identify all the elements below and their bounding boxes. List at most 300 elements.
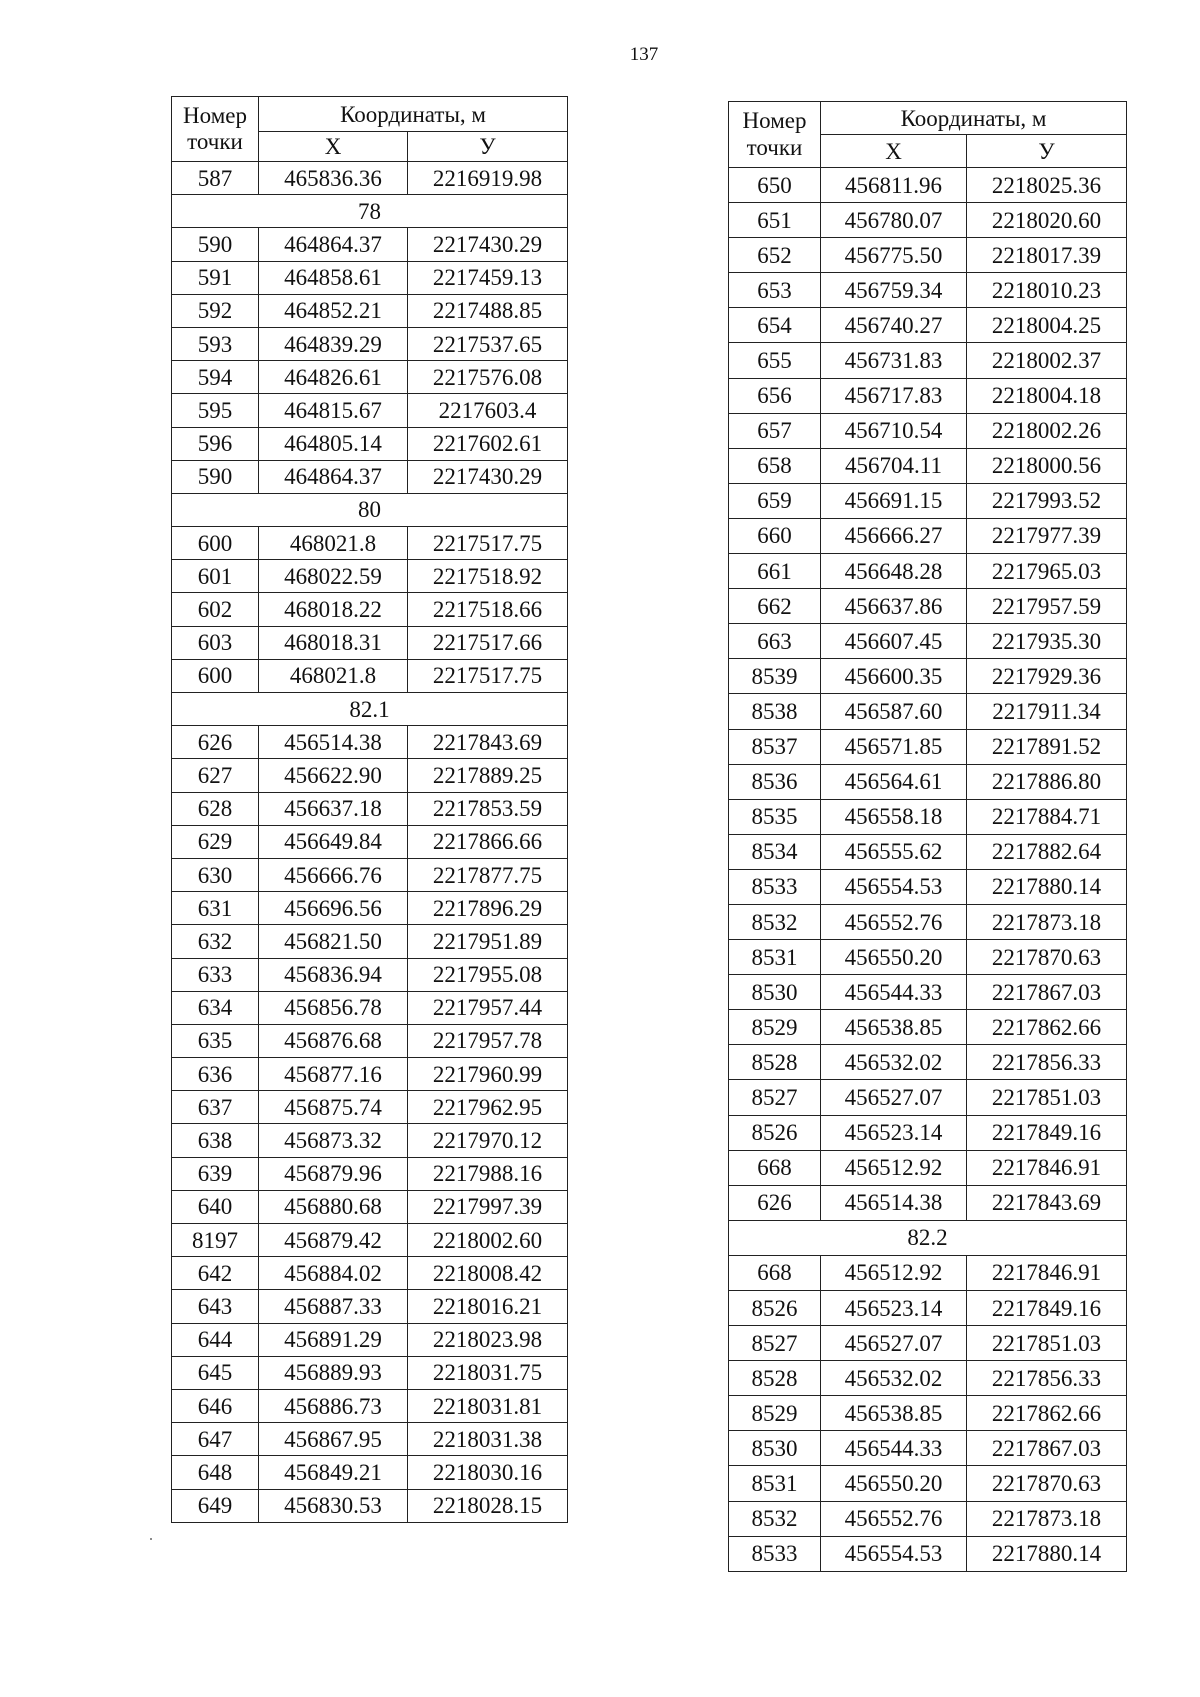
- x-coordinate-cell: 456880.68: [259, 1190, 408, 1223]
- x-coordinate-cell: 464864.37: [259, 460, 408, 493]
- x-coordinate-cell: 456550.20: [821, 1466, 967, 1501]
- point-number-cell: 593: [172, 327, 259, 360]
- table-row: [172, 1190, 568, 1223]
- x-coordinate-cell: 456552.76: [821, 1501, 967, 1536]
- point-number-cell: 8197: [172, 1224, 259, 1257]
- table-row: [729, 1255, 1127, 1290]
- x-coordinate-cell: 464815.67: [259, 394, 408, 427]
- section-label: 82.2: [729, 1220, 1127, 1255]
- table-body-right: [729, 168, 1127, 1572]
- y-coordinate-cell: 2217889.25: [408, 759, 568, 792]
- y-coordinate-cell: 2217853.59: [408, 792, 568, 825]
- x-coordinate-cell: 456514.38: [259, 726, 408, 759]
- y-coordinate-cell: 2217955.08: [408, 958, 568, 991]
- y-coordinate-cell: 2217965.03: [967, 554, 1127, 589]
- y-coordinate-cell: 2217851.03: [967, 1326, 1127, 1361]
- y-coordinate-cell: 2217602.61: [408, 427, 568, 460]
- x-coordinate-cell: 456821.50: [259, 925, 408, 958]
- x-coordinate-cell: 468022.59: [259, 560, 408, 593]
- y-coordinate-cell: 2217877.75: [408, 858, 568, 891]
- point-number-cell: 631: [172, 892, 259, 925]
- x-coordinate-cell: 456876.68: [259, 1024, 408, 1057]
- y-coordinate-cell: 2218004.25: [967, 308, 1127, 343]
- table-row: [729, 1080, 1127, 1115]
- x-coordinate-cell: 456637.18: [259, 792, 408, 825]
- y-coordinate-cell: 2218004.18: [967, 378, 1127, 413]
- table-row: [172, 261, 568, 294]
- x-coordinate-cell: 468018.22: [259, 593, 408, 626]
- table-row: [729, 168, 1127, 203]
- x-coordinate-cell: 456780.07: [821, 203, 967, 238]
- x-coordinate-cell: 456587.60: [821, 694, 967, 729]
- x-coordinate-cell: 456877.16: [259, 1058, 408, 1091]
- y-coordinate-cell: 2217856.33: [967, 1361, 1127, 1396]
- point-number-cell: 626: [729, 1185, 821, 1220]
- section-label: 80: [172, 493, 568, 526]
- table-row: [729, 904, 1127, 939]
- y-coordinate-cell: 2217886.80: [967, 764, 1127, 799]
- y-coordinate-cell: 2218031.81: [408, 1389, 568, 1422]
- point-number-cell: 663: [729, 624, 821, 659]
- x-coordinate-cell: 464839.29: [259, 327, 408, 360]
- x-coordinate-cell: 456538.85: [821, 1010, 967, 1045]
- table-row: [172, 1356, 568, 1389]
- x-coordinate-cell: 456532.02: [821, 1361, 967, 1396]
- point-number-cell: 634: [172, 991, 259, 1024]
- point-number-cell: 639: [172, 1157, 259, 1190]
- point-number-cell: 602: [172, 593, 259, 626]
- y-coordinate-cell: 2217517.75: [408, 527, 568, 560]
- x-coordinate-cell: 456867.95: [259, 1423, 408, 1456]
- x-coordinate-cell: 464864.37: [259, 228, 408, 261]
- x-coordinate-cell: 456740.27: [821, 308, 967, 343]
- table-row: [729, 589, 1127, 624]
- y-coordinate-cell: 2217884.71: [967, 799, 1127, 834]
- point-number-cell: 596: [172, 427, 259, 460]
- table-row: [729, 1150, 1127, 1185]
- y-coordinate-cell: 2218002.60: [408, 1224, 568, 1257]
- table-row: [729, 483, 1127, 518]
- y-coordinate-cell: 2217873.18: [967, 904, 1127, 939]
- y-coordinate-cell: 2218017.39: [967, 238, 1127, 273]
- table-row: [729, 554, 1127, 589]
- scan-speck: [150, 1538, 152, 1540]
- y-coordinate-cell: 2217870.63: [967, 1466, 1127, 1501]
- y-coordinate-cell: 2217970.12: [408, 1124, 568, 1157]
- x-coordinate-cell: 456891.29: [259, 1323, 408, 1356]
- table-row: [172, 1124, 568, 1157]
- x-coordinate-cell: 464826.61: [259, 361, 408, 394]
- point-number-cell: 628: [172, 792, 259, 825]
- y-coordinate-cell: 2217935.30: [967, 624, 1127, 659]
- y-coordinate-cell: 2217866.66: [408, 825, 568, 858]
- y-coordinate-cell: 2217957.59: [967, 589, 1127, 624]
- section-label: 78: [172, 195, 568, 228]
- point-number-cell: 600: [172, 527, 259, 560]
- point-number-cell: 595: [172, 394, 259, 427]
- point-number-cell: 668: [729, 1150, 821, 1185]
- x-coordinate-cell: 456649.84: [259, 825, 408, 858]
- y-coordinate-cell: 2217957.78: [408, 1024, 568, 1057]
- section-row: [172, 493, 568, 526]
- table-row: [172, 527, 568, 560]
- table-row: [729, 764, 1127, 799]
- table-row: [729, 799, 1127, 834]
- x-coordinate-cell: 456875.74: [259, 1091, 408, 1124]
- table-row: [172, 593, 568, 626]
- point-number-cell: 8529: [729, 1010, 821, 1045]
- table-row: [172, 659, 568, 692]
- y-coordinate-cell: 2217867.03: [967, 975, 1127, 1010]
- table-row: [729, 238, 1127, 273]
- table-row: [729, 448, 1127, 483]
- x-coordinate-cell: 456879.96: [259, 1157, 408, 1190]
- point-number-header: Номер точки: [172, 97, 259, 162]
- y-coordinate-cell: 2217518.66: [408, 593, 568, 626]
- x-coordinate-cell: 456884.02: [259, 1257, 408, 1290]
- point-number-cell: 658: [729, 448, 821, 483]
- x-coordinate-cell: 456704.11: [821, 448, 967, 483]
- x-column-header: Х: [259, 132, 408, 162]
- x-coordinate-cell: 456523.14: [821, 1291, 967, 1326]
- table-row: [172, 991, 568, 1024]
- table-row: [172, 759, 568, 792]
- table-row: [172, 1323, 568, 1356]
- point-number-cell: 662: [729, 589, 821, 624]
- table-row: [172, 958, 568, 991]
- x-coordinate-cell: 456887.33: [259, 1290, 408, 1323]
- x-coordinate-cell: 456691.15: [821, 483, 967, 518]
- point-number-cell: 652: [729, 238, 821, 273]
- x-coordinate-cell: 456836.94: [259, 958, 408, 991]
- x-coordinate-cell: 456538.85: [821, 1396, 967, 1431]
- x-coordinate-cell: 456666.76: [259, 858, 408, 891]
- table-row: [729, 518, 1127, 553]
- y-coordinate-cell: 2217517.75: [408, 659, 568, 692]
- x-coordinate-cell: 468018.31: [259, 626, 408, 659]
- point-number-cell: 645: [172, 1356, 259, 1389]
- point-number-cell: 644: [172, 1323, 259, 1356]
- x-coordinate-cell: 456523.14: [821, 1115, 967, 1150]
- point-number-cell: 591: [172, 261, 259, 294]
- x-coordinate-cell: 456607.45: [821, 624, 967, 659]
- table-header: [172, 97, 568, 162]
- y-coordinate-cell: 2217951.89: [408, 925, 568, 958]
- y-coordinate-cell: 2217873.18: [967, 1501, 1127, 1536]
- section-row: [172, 195, 568, 228]
- x-coordinate-cell: 456879.42: [259, 1224, 408, 1257]
- coordinates-header: Координаты, м: [259, 97, 568, 132]
- y-coordinate-cell: 2217957.44: [408, 991, 568, 1024]
- table-row: [729, 343, 1127, 378]
- x-coordinate-cell: 456544.33: [821, 1431, 967, 1466]
- table-row: [172, 162, 568, 195]
- x-coordinate-cell: 456637.86: [821, 589, 967, 624]
- point-number-cell: 626: [172, 726, 259, 759]
- y-coordinate-cell: 2217843.69: [408, 726, 568, 759]
- x-coordinate-cell: 456527.07: [821, 1080, 967, 1115]
- table-row: [172, 1257, 568, 1290]
- table-row: [729, 1501, 1127, 1536]
- table-row: [172, 460, 568, 493]
- x-coordinate-cell: 456889.93: [259, 1356, 408, 1389]
- y-coordinate-cell: 2218010.23: [967, 273, 1127, 308]
- point-number-cell: 651: [729, 203, 821, 238]
- table-row: [729, 273, 1127, 308]
- point-number-cell: 661: [729, 554, 821, 589]
- table-row: [729, 1010, 1127, 1045]
- table-row: [729, 1045, 1127, 1080]
- y-coordinate-cell: 2217849.16: [967, 1115, 1127, 1150]
- point-number-cell: 8526: [729, 1291, 821, 1326]
- point-number-cell: 647: [172, 1423, 259, 1456]
- y-coordinate-cell: 2217977.39: [967, 518, 1127, 553]
- x-coordinate-cell: 464852.21: [259, 294, 408, 327]
- table-row: [172, 626, 568, 659]
- point-number-cell: 654: [729, 308, 821, 343]
- point-number-cell: 8538: [729, 694, 821, 729]
- table-row: [729, 659, 1127, 694]
- table-row: [172, 1157, 568, 1190]
- table-row: [172, 1091, 568, 1124]
- x-coordinate-cell: 456873.32: [259, 1124, 408, 1157]
- point-number-cell: 646: [172, 1389, 259, 1422]
- table-row: [729, 729, 1127, 764]
- x-coordinate-cell: 456564.61: [821, 764, 967, 799]
- point-number-cell: 660: [729, 518, 821, 553]
- x-coordinate-cell: 456555.62: [821, 834, 967, 869]
- table-row: [729, 1326, 1127, 1361]
- table-row: [172, 1423, 568, 1456]
- point-number-cell: 637: [172, 1091, 259, 1124]
- table-row: [172, 1489, 568, 1522]
- y-coordinate-cell: 2218000.56: [967, 448, 1127, 483]
- x-coordinate-cell: 465836.36: [259, 162, 408, 195]
- point-number-cell: 603: [172, 626, 259, 659]
- table-row: [172, 925, 568, 958]
- point-number-cell: 8539: [729, 659, 821, 694]
- section-label: 82.1: [172, 693, 568, 726]
- point-number-cell: 590: [172, 460, 259, 493]
- x-coordinate-cell: 456731.83: [821, 343, 967, 378]
- y-coordinate-cell: 2217862.66: [967, 1010, 1127, 1045]
- table-row: [172, 361, 568, 394]
- section-row: [172, 693, 568, 726]
- y-coordinate-cell: 2217880.14: [967, 869, 1127, 904]
- table-row: [172, 825, 568, 858]
- x-coordinate-cell: 456571.85: [821, 729, 967, 764]
- table-row: [729, 1466, 1127, 1501]
- y-coordinate-cell: 2217882.64: [967, 834, 1127, 869]
- table-row: [729, 378, 1127, 413]
- y-coordinate-cell: 2217988.16: [408, 1157, 568, 1190]
- x-coordinate-cell: 464858.61: [259, 261, 408, 294]
- table-row: [729, 1431, 1127, 1466]
- table-row: [729, 975, 1127, 1010]
- y-coordinate-cell: 2218016.21: [408, 1290, 568, 1323]
- x-coordinate-cell: 464805.14: [259, 427, 408, 460]
- point-number-cell: 590: [172, 228, 259, 261]
- x-coordinate-cell: 468021.8: [259, 527, 408, 560]
- x-coordinate-cell: 456856.78: [259, 991, 408, 1024]
- table-row: [172, 792, 568, 825]
- point-number-cell: 655: [729, 343, 821, 378]
- y-coordinate-cell: 2218023.98: [408, 1323, 568, 1356]
- point-number-cell: 8537: [729, 729, 821, 764]
- x-coordinate-cell: 456775.50: [821, 238, 967, 273]
- table-header: [729, 102, 1127, 168]
- y-coordinate-cell: 2217459.13: [408, 261, 568, 294]
- x-coordinate-cell: 456648.28: [821, 554, 967, 589]
- x-coordinate-cell: 456622.90: [259, 759, 408, 792]
- point-number-cell: 8530: [729, 975, 821, 1010]
- x-coordinate-cell: 456512.92: [821, 1150, 967, 1185]
- point-number-cell: 640: [172, 1190, 259, 1223]
- point-number-cell: 8533: [729, 1536, 821, 1571]
- x-coordinate-cell: 456759.34: [821, 273, 967, 308]
- x-coordinate-cell: 456527.07: [821, 1326, 967, 1361]
- y-coordinate-cell: 2217843.69: [967, 1185, 1127, 1220]
- point-number-cell: 630: [172, 858, 259, 891]
- table-row: [172, 394, 568, 427]
- point-number-cell: 592: [172, 294, 259, 327]
- point-number-cell: 8535: [729, 799, 821, 834]
- y-coordinate-cell: 2217537.65: [408, 327, 568, 360]
- point-number-cell: 8529: [729, 1396, 821, 1431]
- y-coordinate-cell: 2217603.4: [408, 394, 568, 427]
- point-number-cell: 629: [172, 825, 259, 858]
- point-number-cell: 8527: [729, 1326, 821, 1361]
- y-coordinate-cell: 2217518.92: [408, 560, 568, 593]
- table-row: [172, 327, 568, 360]
- x-coordinate-cell: 456558.18: [821, 799, 967, 834]
- point-number-cell: 635: [172, 1024, 259, 1057]
- y-coordinate-cell: 2217870.63: [967, 940, 1127, 975]
- point-number-cell: 657: [729, 413, 821, 448]
- table-body-left: [172, 162, 568, 1523]
- coordinates-table-left: [171, 96, 568, 1523]
- table-row: [172, 1024, 568, 1057]
- table-row: [172, 1058, 568, 1091]
- x-coordinate-cell: 456554.53: [821, 1536, 967, 1571]
- table-row: [729, 1291, 1127, 1326]
- y-coordinate-cell: 2217856.33: [967, 1045, 1127, 1080]
- table-row: [729, 308, 1127, 343]
- point-number-cell: 643: [172, 1290, 259, 1323]
- point-number-cell: 638: [172, 1124, 259, 1157]
- table-row: [172, 228, 568, 261]
- x-coordinate-cell: 456886.73: [259, 1389, 408, 1422]
- point-number-cell: 8526: [729, 1115, 821, 1150]
- point-number-cell: 8527: [729, 1080, 821, 1115]
- point-number-cell: 642: [172, 1257, 259, 1290]
- x-coordinate-cell: 456554.53: [821, 869, 967, 904]
- section-row: [729, 1220, 1127, 1255]
- point-number-cell: 594: [172, 361, 259, 394]
- y-coordinate-cell: 2217488.85: [408, 294, 568, 327]
- page-number: 137: [629, 44, 659, 65]
- table-row: [729, 1115, 1127, 1150]
- table-row: [729, 869, 1127, 904]
- table-row: [729, 624, 1127, 659]
- point-number-cell: 8528: [729, 1361, 821, 1396]
- table-row: [729, 1396, 1127, 1431]
- point-number-cell: 8528: [729, 1045, 821, 1080]
- table-row: [172, 1224, 568, 1257]
- point-number-cell: 587: [172, 162, 259, 195]
- x-coordinate-cell: 456849.21: [259, 1456, 408, 1489]
- y-coordinate-cell: 2217891.52: [967, 729, 1127, 764]
- table-row: [729, 1536, 1127, 1571]
- x-coordinate-cell: 456600.35: [821, 659, 967, 694]
- point-number-cell: 8532: [729, 1501, 821, 1536]
- table-row: [172, 1389, 568, 1422]
- point-number-header: Номер точки: [729, 102, 821, 168]
- table-row: [729, 413, 1127, 448]
- table-row: [172, 427, 568, 460]
- table-row: [729, 940, 1127, 975]
- y-coordinate-cell: 2217576.08: [408, 361, 568, 394]
- point-number-cell: 8531: [729, 1466, 821, 1501]
- table-row: [172, 892, 568, 925]
- table-row: [172, 858, 568, 891]
- y-coordinate-cell: 2217911.34: [967, 694, 1127, 729]
- y-coordinate-cell: 2217430.29: [408, 460, 568, 493]
- y-coordinate-cell: 2218031.38: [408, 1423, 568, 1456]
- point-number-cell: 659: [729, 483, 821, 518]
- y-column-header: У: [408, 132, 568, 162]
- x-column-header: Х: [821, 135, 967, 168]
- x-coordinate-cell: 456666.27: [821, 518, 967, 553]
- point-number-cell: 648: [172, 1456, 259, 1489]
- x-coordinate-cell: 456830.53: [259, 1489, 408, 1522]
- y-coordinate-cell: 2218002.26: [967, 413, 1127, 448]
- table-row: [729, 1185, 1127, 1220]
- x-coordinate-cell: 456710.54: [821, 413, 967, 448]
- table-row: [172, 726, 568, 759]
- x-coordinate-cell: 456512.92: [821, 1255, 967, 1290]
- x-coordinate-cell: 456550.20: [821, 940, 967, 975]
- x-coordinate-cell: 456552.76: [821, 904, 967, 939]
- x-coordinate-cell: 456514.38: [821, 1185, 967, 1220]
- y-coordinate-cell: 2218020.60: [967, 203, 1127, 238]
- point-number-cell: 633: [172, 958, 259, 991]
- x-coordinate-cell: 456532.02: [821, 1045, 967, 1080]
- point-number-cell: 632: [172, 925, 259, 958]
- y-coordinate-cell: 2217867.03: [967, 1431, 1127, 1466]
- y-coordinate-cell: 2217862.66: [967, 1396, 1127, 1431]
- y-coordinate-cell: 2217846.91: [967, 1150, 1127, 1185]
- y-coordinate-cell: 2217430.29: [408, 228, 568, 261]
- y-column-header: У: [967, 135, 1127, 168]
- y-coordinate-cell: 2217993.52: [967, 483, 1127, 518]
- point-number-cell: 8532: [729, 904, 821, 939]
- point-number-cell: 8530: [729, 1431, 821, 1466]
- y-coordinate-cell: 2217896.29: [408, 892, 568, 925]
- y-coordinate-cell: 2217960.99: [408, 1058, 568, 1091]
- table-row: [172, 294, 568, 327]
- x-coordinate-cell: 456717.83: [821, 378, 967, 413]
- y-coordinate-cell: 2217997.39: [408, 1190, 568, 1223]
- coordinates-header: Координаты, м: [821, 102, 1127, 135]
- x-coordinate-cell: 456696.56: [259, 892, 408, 925]
- point-number-cell: 627: [172, 759, 259, 792]
- y-coordinate-cell: 2218008.42: [408, 1257, 568, 1290]
- point-number-cell: 668: [729, 1255, 821, 1290]
- point-number-cell: 649: [172, 1489, 259, 1522]
- y-coordinate-cell: 2218031.75: [408, 1356, 568, 1389]
- point-number-cell: 636: [172, 1058, 259, 1091]
